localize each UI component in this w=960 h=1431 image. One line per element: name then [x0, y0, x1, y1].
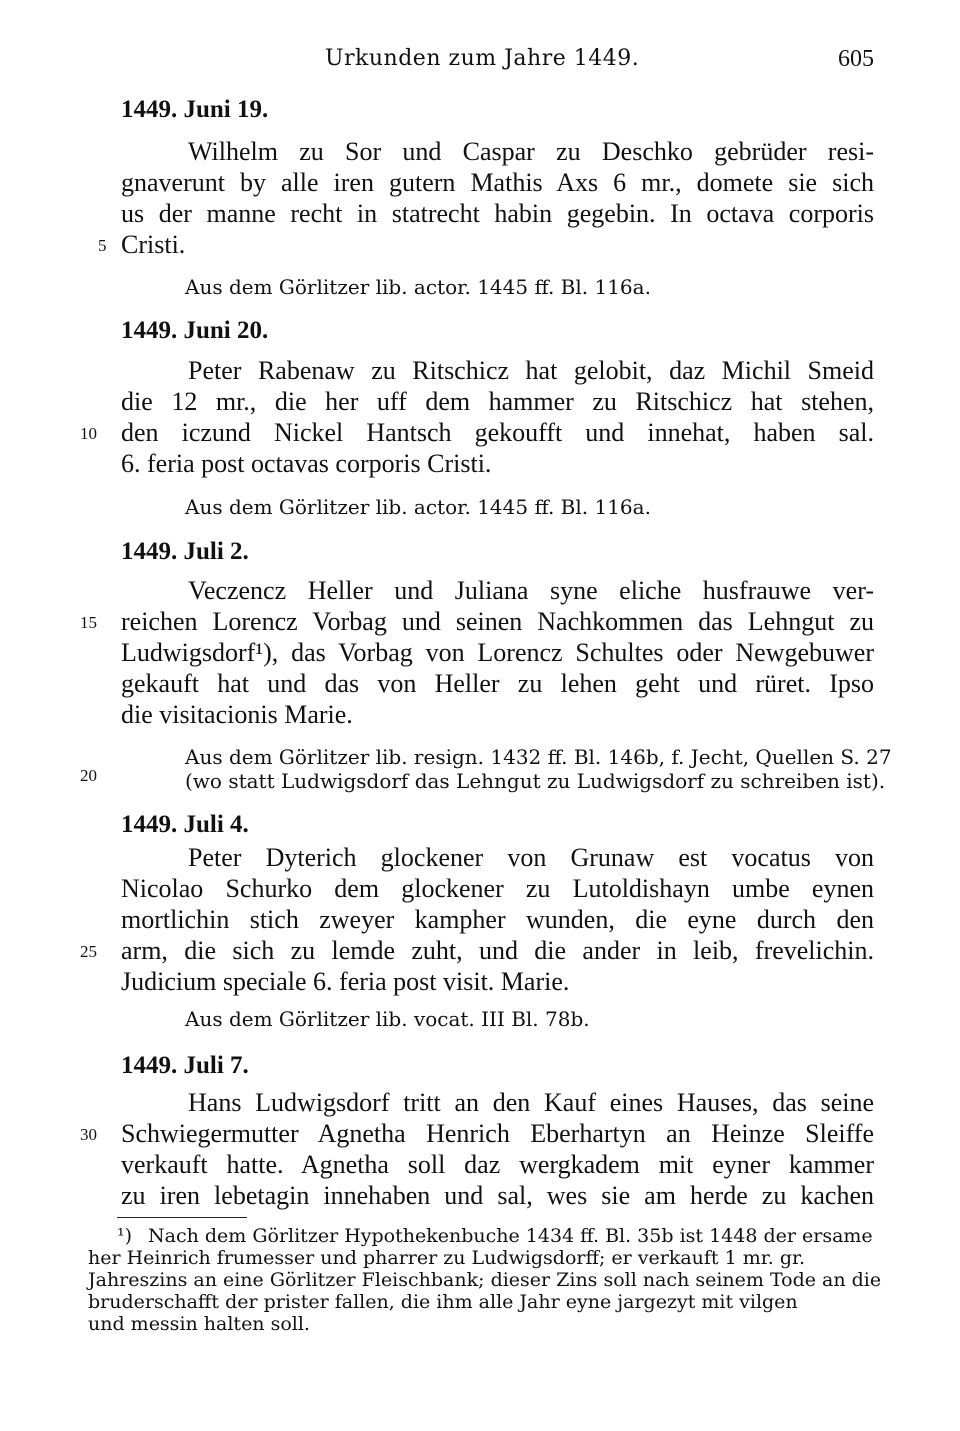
entry-date: 1449. Juli 4. — [121, 811, 249, 838]
line-number: 20 — [80, 766, 97, 785]
page-header — [0, 46, 960, 80]
entry-text-line: Judicium speciale 6. feria post visit. Marie. — [121, 967, 570, 996]
line-number: 10 — [80, 424, 97, 443]
footnote-rule — [117, 1217, 247, 1218]
entry-text-line: Peter Rabenaw zu Ritschicz hat gelobit, daz Michil Smeid — [188, 356, 874, 385]
entry-text-line: die 12 mr., die her uff dem hammer zu Ritschicz hat stehen, — [121, 387, 874, 416]
entry-text-line: verkauft hatte. Agnetha soll daz wergkadem mit eyner kammer — [121, 1150, 874, 1179]
entry-date: 1449. Juni 20. — [121, 317, 269, 344]
source-citation: Aus dem Görlitzer lib. vocat. III Bl. 78b. — [185, 1007, 590, 1031]
entry-text-line: Ludwigsdorf¹), das Vorbag von Lorencz Schultes oder Newgebuwer — [121, 638, 874, 667]
entry-date: 1449. Juli 2. — [121, 538, 249, 565]
entry-date: 1449. Juni 19. — [121, 96, 269, 123]
page-number: 605 — [838, 46, 874, 72]
source-citation: (wo statt Ludwigsdorf das Lehngut zu Ludwigsdorf zu schreiben ist). — [185, 769, 886, 793]
entry-date: 1449. Juli 7. — [121, 1052, 249, 1079]
source-citation: Aus dem Görlitzer lib. actor. 1445 ff. Bl. 116a. — [185, 275, 651, 299]
line-number: 25 — [80, 942, 97, 961]
entry-text-line: Hans Ludwigsdorf tritt an den Kauf eines Hauses, das seine — [188, 1088, 874, 1117]
entry-text-line: arm, die sich zu lemde zuht, und die ander in leib, frevelichin. — [121, 936, 874, 965]
entry-text-line: reichen Lorencz Vorbag und seinen Nachkommen das Lehngut zu — [121, 607, 874, 636]
footnote-line: her Heinrich frumesser und pharrer zu Ludwigsdorff; er verkauft 1 mr. gr. — [88, 1247, 806, 1269]
source-citation: Aus dem Görlitzer lib. resign. 1432 ff. Bl. 146b, f. Jecht, Quellen S. 27 — [185, 745, 892, 769]
line-number: 5 — [98, 236, 107, 255]
line-number: 15 — [80, 613, 97, 632]
entry-text-line: Peter Dyterich glockener von Grunaw est vocatus von — [188, 843, 874, 872]
entry-text-line: die visitacionis Marie. — [121, 700, 353, 729]
footnote-marker: ¹) — [117, 1225, 133, 1247]
entry-text-line: Nicolao Schurko dem glockener zu Lutoldishayn umbe eynen — [121, 874, 874, 903]
footnote-line: Nach dem Görlitzer Hypothekenbuche 1434 ff. Bl. 35b ist 1448 der ersame — [148, 1225, 873, 1247]
footnote-line: Jahreszins an eine Görlitzer Fleischbank; dieser Zins soll nach seinem Tode an die — [88, 1269, 882, 1291]
footnote-line: und messin halten soll. — [88, 1313, 310, 1335]
entry-text-line: Schwiegermutter Agnetha Henrich Eberhartyn an Heinze Sleiffe — [121, 1119, 874, 1148]
running-title: Urkunden zum Jahre 1449. — [325, 46, 640, 71]
entry-text-line: us der manne recht in statrecht habin gegebin. In octava corporis — [121, 199, 874, 228]
entry-text-line: Cristi. — [121, 230, 186, 259]
entry-text-line: 6. feria post octavas corporis Cristi. — [121, 449, 492, 478]
entry-text-line: Veczencz Heller und Juliana syne eliche husfrauwe ver- — [188, 576, 874, 605]
entry-text-line: gnaverunt by alle iren gutern Mathis Axs 6 mr., domete sie sich — [121, 168, 874, 197]
entry-text-line: gekauft hat und das von Heller zu lehen geht und rüret. Ipso — [121, 669, 874, 698]
entry-text-line: zu iren lebetagin innehaben und sal, wes sie am herde zu kachen — [121, 1181, 874, 1210]
source-citation: Aus dem Görlitzer lib. actor. 1445 ff. Bl. 116a. — [185, 495, 651, 519]
footnote-line: bruderschafft der prister fallen, die ihm alle Jahr eyne jargezyt mit vilgen — [88, 1291, 798, 1313]
entry-text-line: Wilhelm zu Sor und Caspar zu Deschko gebrüder resi- — [188, 137, 874, 166]
entry-text-line: den iczund Nickel Hantsch gekoufft und innehat, haben sal. — [121, 418, 874, 447]
entry-text-line: mortlichin stich zweyer kampher wunden, die eyne durch den — [121, 905, 874, 934]
line-number: 30 — [80, 1125, 97, 1144]
